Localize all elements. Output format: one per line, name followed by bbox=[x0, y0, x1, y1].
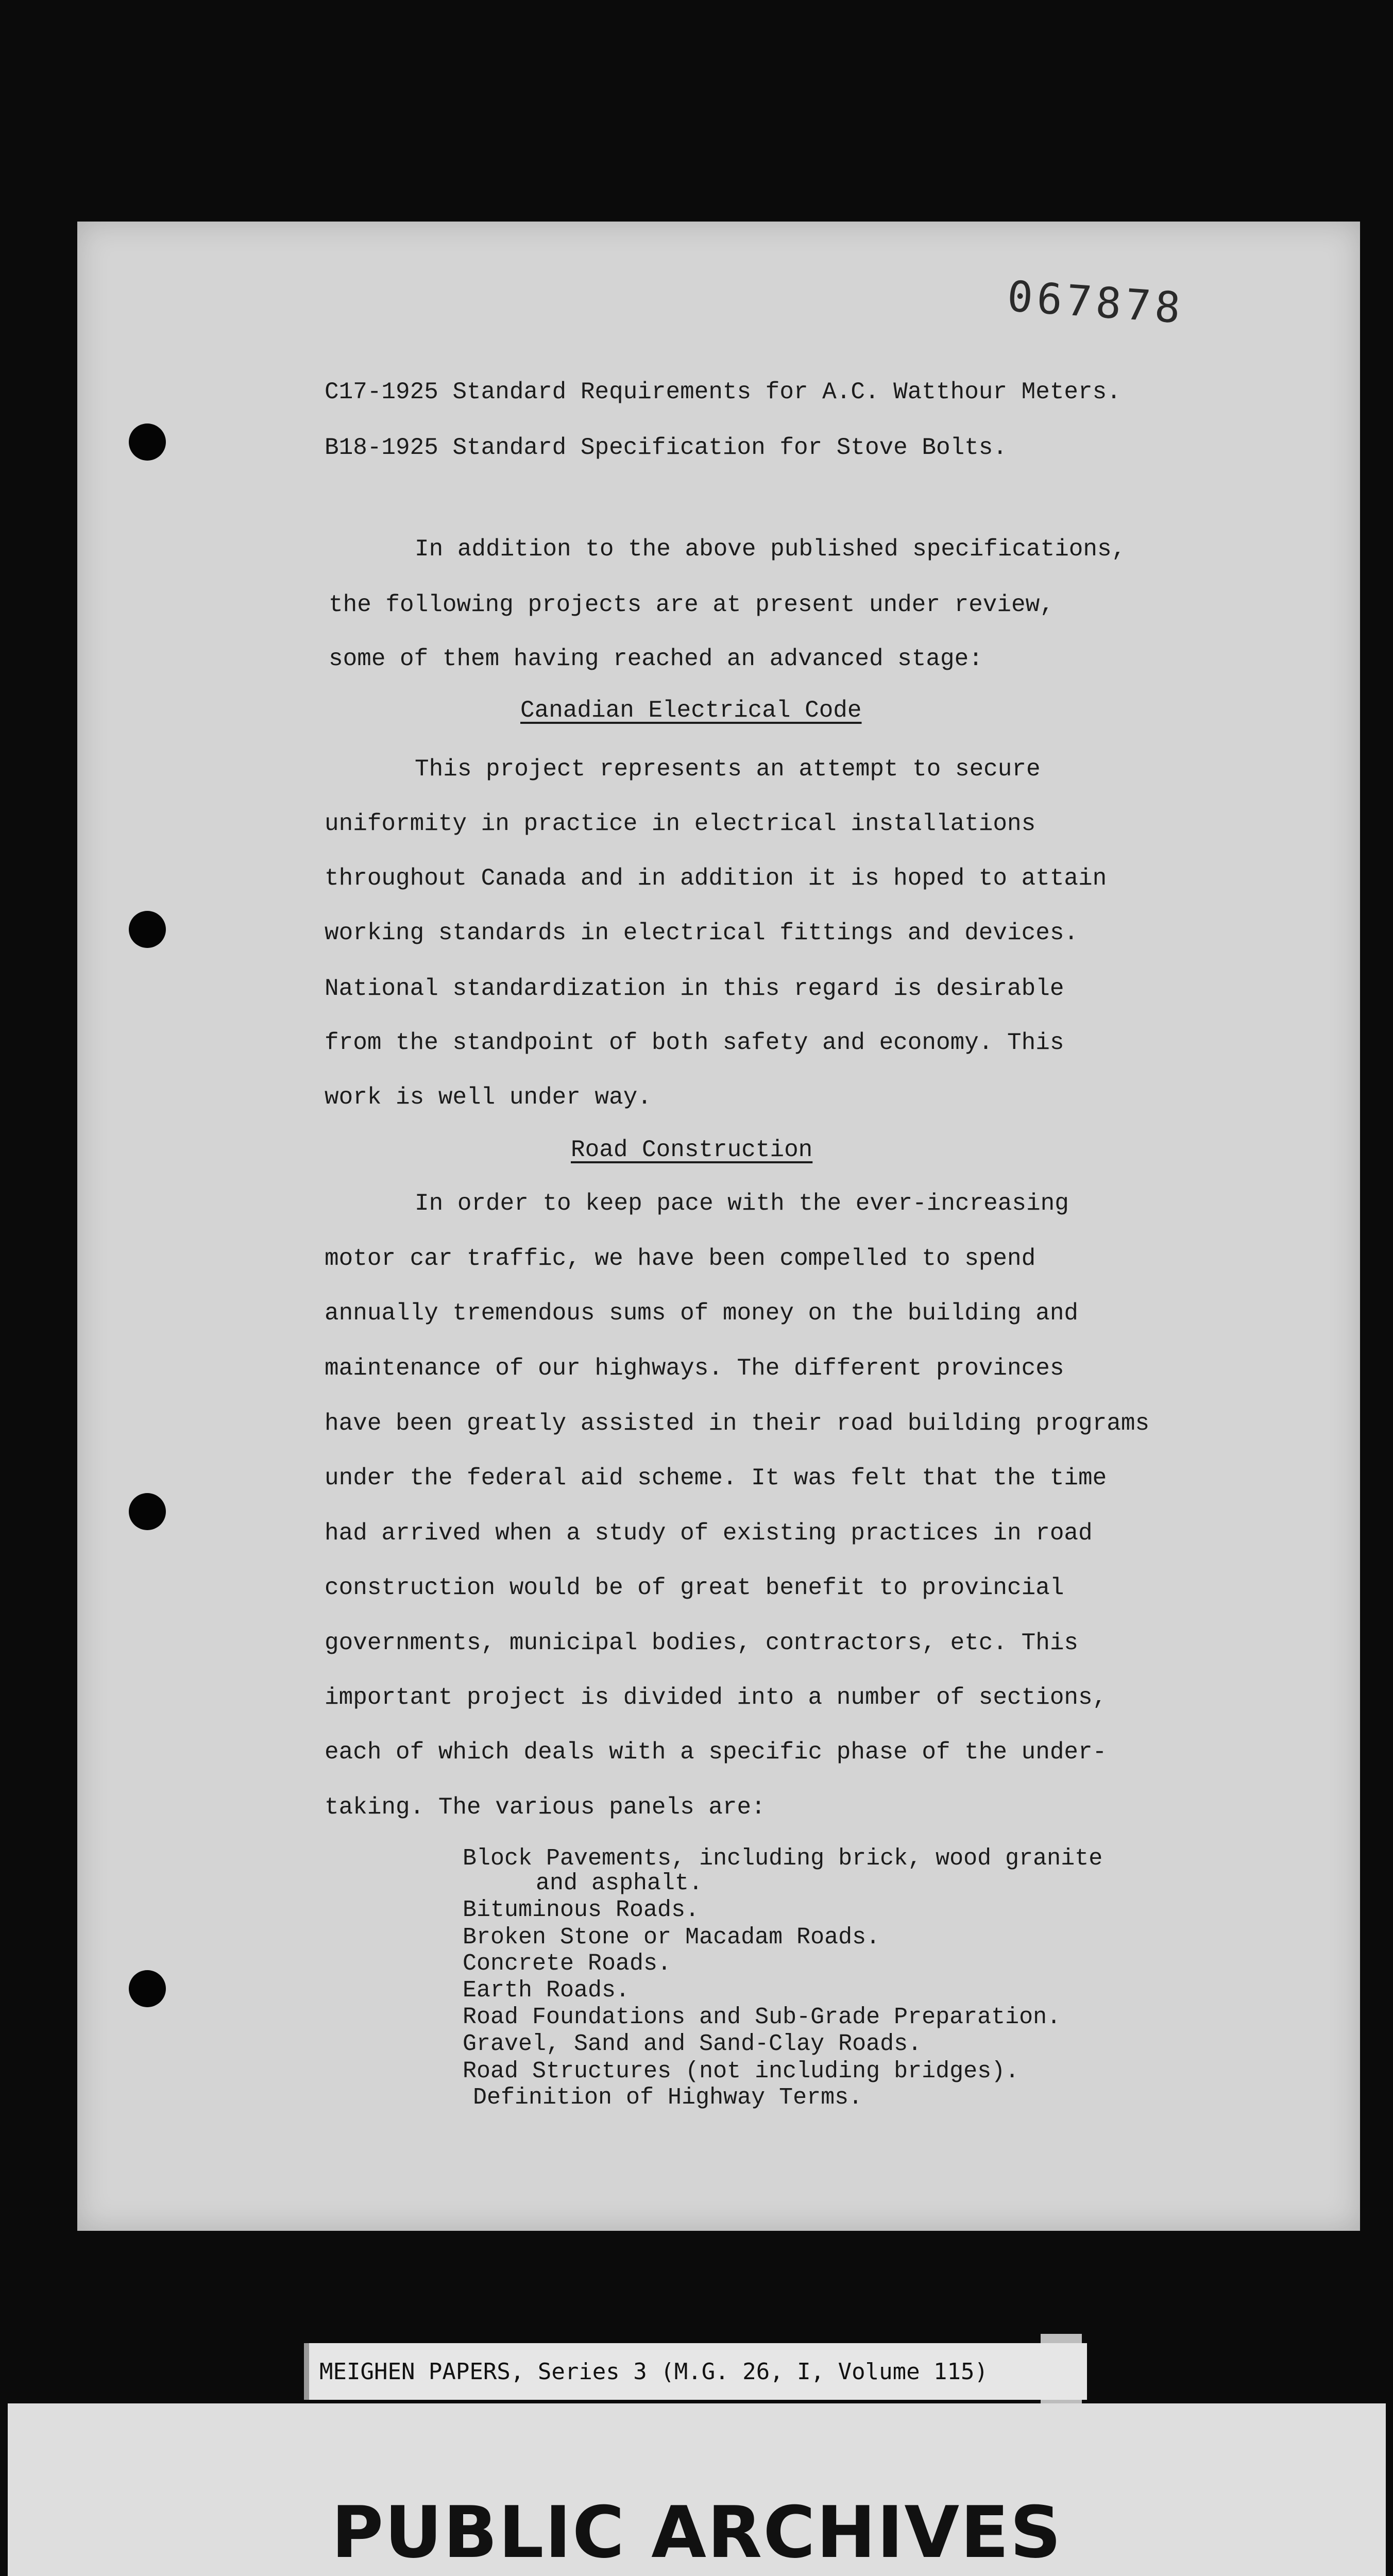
archive-stamp-line1: PUBLIC ARCHIVES bbox=[331, 2491, 1062, 2574]
panel-item: Block Pavements, including brick, wood granite bbox=[463, 1845, 1103, 1872]
panel-item: Definition of Highway Terms. bbox=[473, 2084, 863, 2111]
panel-item: Road Foundations and Sub-Grade Preparation. bbox=[463, 2004, 1061, 2030]
body-line: taking. The various panels are: bbox=[325, 1794, 766, 1821]
section-heading: Canadian Electrical Code bbox=[520, 697, 862, 724]
body-line: maintenance of our highways. The different provinces bbox=[325, 1355, 1064, 1382]
body-line: In order to keep pace with the ever-increasing bbox=[415, 1190, 1069, 1217]
archive-stamp-card bbox=[8, 2403, 1386, 2576]
intro-line: some of them having reached an advanced stage: bbox=[329, 646, 983, 672]
intro-line: the following projects are at present under review, bbox=[329, 591, 1054, 618]
body-line: under the federal aid scheme. It was felt that the time bbox=[325, 1465, 1107, 1492]
spec-line: B18-1925 Standard Specification for Stove Bolts. bbox=[325, 434, 1008, 461]
body-line: uniformity in practice in electrical installations bbox=[325, 810, 1036, 837]
panel-item: Gravel, Sand and Sand-Clay Roads. bbox=[463, 2031, 922, 2057]
body-line: governments, municipal bodies, contractors, etc. This bbox=[325, 1630, 1079, 1656]
body-line: from the standpoint of both safety and economy. This bbox=[325, 1029, 1064, 1056]
intro-line: In addition to the above published specifications, bbox=[415, 536, 1126, 563]
punch-hole bbox=[129, 1493, 166, 1530]
body-line: annually tremendous sums of money on the building and bbox=[325, 1300, 1079, 1327]
body-line: motor car traffic, we have been compelled to spend bbox=[325, 1245, 1036, 1272]
punch-hole bbox=[129, 911, 166, 948]
section-heading: Road Construction bbox=[571, 1137, 813, 1163]
punch-hole bbox=[129, 423, 166, 461]
panel-item: and asphalt. bbox=[536, 1870, 703, 1896]
collection-label-text: MEIGHEN PAPERS, Series 3 (M.G. 26, I, Volume 115) bbox=[319, 2358, 989, 2385]
panel-item: Bituminous Roads. bbox=[463, 1897, 700, 1923]
body-line: National standardization in this regard is desirable bbox=[325, 975, 1064, 1002]
body-line: working standards in electrical fittings and devices. bbox=[325, 920, 1079, 946]
panel-item: Earth Roads. bbox=[463, 1977, 630, 2004]
body-line: have been greatly assisted in their road building programs bbox=[325, 1410, 1150, 1437]
spec-line: C17-1925 Standard Requirements for A.C. Watthour Meters. bbox=[325, 379, 1121, 405]
punch-hole bbox=[129, 1970, 166, 2007]
collection-label bbox=[304, 2343, 1087, 2400]
body-line: work is well under way. bbox=[325, 1084, 652, 1111]
panel-item: Broken Stone or Macadam Roads. bbox=[463, 1924, 880, 1951]
document-number: 067878 bbox=[1006, 272, 1186, 333]
body-line: throughout Canada and in addition it is hoped to attain bbox=[325, 865, 1107, 892]
body-line: each of which deals with a specific phase of the under- bbox=[325, 1739, 1107, 1766]
body-line: had arrived when a study of existing practices in road bbox=[325, 1520, 1093, 1547]
panel-item: Road Structures (not including bridges). bbox=[463, 2058, 1020, 2084]
body-line: This project represents an attempt to secure bbox=[415, 756, 1041, 783]
body-line: important project is divided into a number of sections, bbox=[325, 1684, 1107, 1711]
panel-item: Concrete Roads. bbox=[463, 1951, 672, 1977]
body-line: construction would be of great benefit to provincial bbox=[325, 1574, 1064, 1601]
